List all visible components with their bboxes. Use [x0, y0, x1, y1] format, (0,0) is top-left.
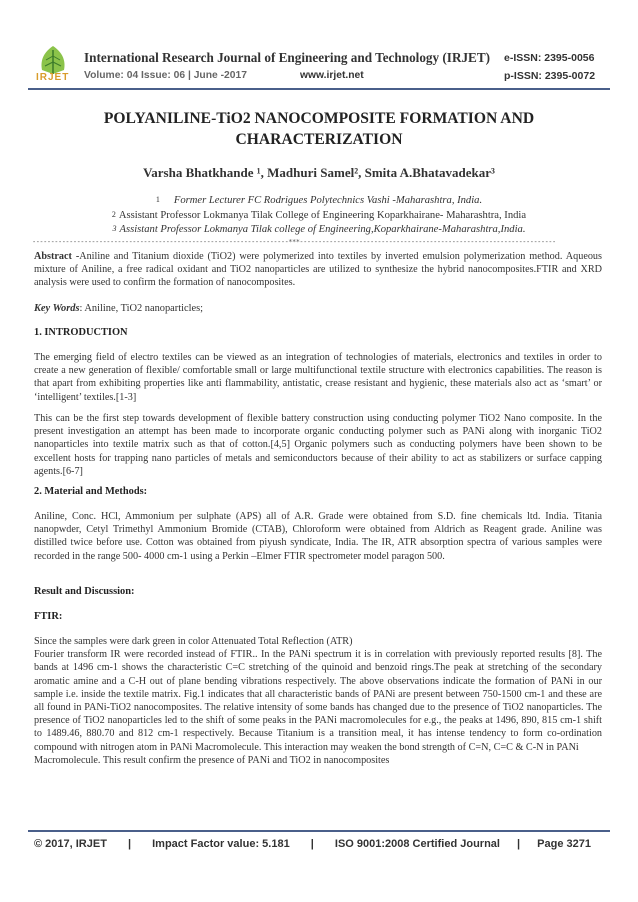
footer-rule [28, 830, 610, 832]
keywords [34, 303, 203, 314]
volume-issue: Volume: 04 Issue: 06 | June -2017 [84, 70, 247, 81]
section-1-para-2: This can be the first step towards development of flexible battery construction using conducting polymer TiO2 Nano composite. In the present investigation an attempt has been made to incorporate organic conducting polymer such as PANi along with inorganic TiO2 nanoparticles into textile matrix such as that of cotton.[4,5] Organic polymers such as conducting polymers have been shown to be excellent hosts for trapping nano particles of metals and semiconductors because of their ability to act as stabilizers or surface capping agents.[6-7] [34, 413, 602, 477]
section-2-para-1: Aniline, Conc. HCl, Ammonium per sulphate (APS) all of A.R. Grade were obtained from S.D. fine chemicals ltd. India. Titania nanopwder, Cetyl Trimethyl Ammonium Bromide (CTAB), Chloroform were obtained from Aldrich as Reagent grade. Aniline was distilled twice before use. Cotton was obtained from piyush syndicate, India. The IR, ATR absorption spectra of various samples were recorded in the range 500- 4000 cm-1 using a Perkin –Elmer FTIR spectrometer model paragon 500. [34, 511, 602, 562]
e-issn: e-ISSN: 2395-0056 [504, 52, 595, 64]
ftir-subheading: FTIR: [34, 611, 63, 622]
keywords-label: Key Words [34, 303, 80, 314]
paper-title [40, 108, 598, 150]
section-1-title: 1. INTRODUCTION [34, 327, 128, 338]
affiliation-2: $^2$ Assistant Professor Lokmanya Tilak College of Engineering Koparkhairane- Maharashtra, India [111, 210, 527, 221]
section-2-title: 2. Material and Methods: [34, 486, 148, 497]
journal-website[interactable]: www.irjet.net [300, 70, 364, 81]
section-3-title: Result and Discussion: [34, 586, 135, 597]
footer-page: Page 3271 [537, 838, 591, 850]
logo-text: IRJET [36, 72, 70, 83]
section-1-para-1: The emerging field of electro textiles can be viewed as an integration of technologies of materials, electronics and textiles in order to create a new generation of flexible/ comfortable small or large multifunctional textile structure with electronics capabilities. The reason is that apart from exhibiting properties like anti flammability, antistatic, crease resistant and hygienic, these materials also act as ‘smart’ or ‘intelligent’ textiles.[1-3] [34, 352, 602, 403]
section-3-para-1: Since the samples were dark green in color Attenuated Total Reflection (ATR) Fourier transform IR were recorded instead of FTIR.. In the PANi spectrum it is in correlation with previously reported results [8]. The bands at 1496 cm-1 shows the characteristic C=C stretching of the quinoid and benzoid rings.The peak at stretching of the secondary aromatic amine and a C-H out of plane bending vibrations respectively. The above observations indicate the formation of PANi in our sample i.e. inside the textile matrix. Fig.1 indicates that all characteristic bands of PANi are present between 750-1500 cm-1 and these are all found in PANi-TiO2 nanocomposites. The relative intensity of some bands has changed due to the presence of TiO2 nanoparticles. The presence of TiO2 nanoparticles led to the shift of some peaks in the PANi macromolecules for e.g., the peaks at 1496, 890, 815 cm-1 shift to 1489.46, 880.70 and 812 cm-1 respectively. Because Titanium is a transition meal, it has intense tendency to form co-ordination compound with nitrogen atom in PANi Macromolecule. This interaction may weaken the bond strength of C=N, C=C & C-N in PANi Macromolecule. This result confirm the presence of PANi and TiO2 in nanocomposites [34, 636, 602, 766]
page-footer [34, 838, 604, 850]
affiliation-3: $^3$ Assistant Professor Lokmanya Tilak college of Engineering,Koparkhairane-Maharashtra,India. [112, 224, 526, 235]
footer-copyright: © 2017, IRJET [34, 838, 107, 850]
title-line-2: CHARACTERIZATION [235, 131, 403, 148]
authors: Varsha Bhatkhande ¹, Madhuri Samel², Smita A.Bhatavadekar³ [143, 165, 495, 180]
separator-line: ---------------------------------------------------------------------***--------------------------------------------------------------------- [32, 238, 556, 246]
abstract-label: Abstract - [34, 251, 80, 262]
footer-iso: ISO 9001:2008 Certified Journal [334, 838, 500, 850]
p-issn: p-ISSN: 2395-0072 [504, 70, 596, 82]
journal-header [0, 0, 638, 92]
footer-impact: Impact Factor value: 5.181 [152, 838, 290, 850]
header-rule [28, 88, 610, 90]
keywords-text: : Aniline, TiO2 nanoparticles; [79, 303, 204, 314]
footer-divider: | [127, 838, 132, 850]
footer-divider: | [310, 838, 314, 850]
abstract-text: Aniline and Titanium dioxide (TiO2) were polymerized into textiles by inverted emulsion polymerization method. Aqueous mixture of Aniline, a free radical oxidant and TiO2 nanoparticles are utilized to synthesize the hybrid nanocomposites.FTIR and XRD analysis were used to confirm the formation of nanocomposites. [34, 251, 602, 289]
abstract [34, 250, 602, 290]
journal-name: International Research Journal of Engineering and Technology (IRJET) [84, 50, 491, 65]
footer-divider: | [517, 838, 521, 850]
title-line-1: POLYANILINE-TiO2 NANOCOMPOSITE FORMATION AND [103, 110, 535, 127]
affiliation-1: $^1$ Former Lecturer FC Rodrigues Polytechnics Vashi -Maharashtra, India. [155, 195, 483, 206]
